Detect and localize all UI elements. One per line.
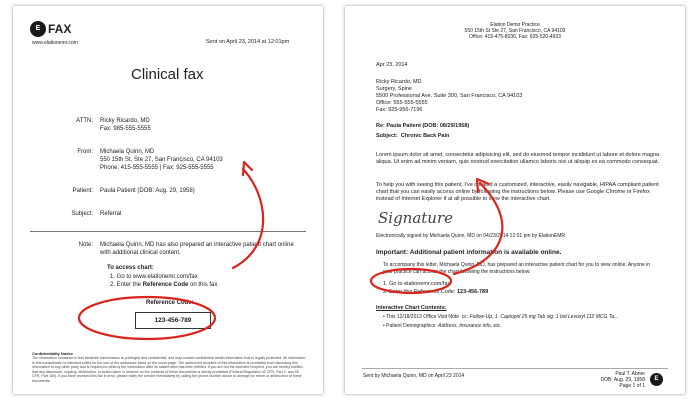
attn-name: Ricky Ricardo, MD [100,118,150,124]
chart-contents-item-1: • This 12/18/2013 Office Visit Note cc: Follow-Up, 1. Captopril 25 mg Tab sig: 1 bid Levoxyl 112 MCG Ta... [383,314,619,320]
chart-contents-heading: Interactive Chart Contents: [376,305,447,311]
recipient-fax: Fax: 925-956-7196 [376,107,423,113]
sent-timestamp: Sent on April 23, 2014 at 12:01pm [206,39,290,45]
access-step-2: 2. Enter the Reference Code on this fax [110,282,218,288]
confidentiality-title: Confidentiality Notice [32,351,74,356]
note-line-1: Michaela Quinn, MD has also prepared an interactive patient chart online [100,242,294,248]
from-address: 550 15th St, Ste 27, San Francisco, CA 94103 [100,157,223,163]
help-paragraph: To help you with seeing this patient, I've created a customized, interactive, easily navigable, HIPAA compliant patient chart that you can easily access online by following the instructions below. Please use Google Chrome or Firefox instead of Internet Explorer if at all possible to view the interactive chart. [376,182,659,202]
subject-value: Referral [100,211,122,217]
reference-code-box: 123-456-789 [135,312,211,329]
divider [30,231,306,232]
patient-value: Paula Patient (DOB: Aug. 29, 1958) [100,188,195,194]
lorem-paragraph: Lorem ipsum dolor sit amet, consectetur adipisicing elit, sed do eiusmod tempor incididunt ut labore et dolore magna aliqua. Ut enim ad minim veniam, quis nostrud exercitation ullamco laboris nisi ut aliquip ex ea commodo consequat. [376,152,660,165]
access-step-1: 1. Go to www.elationemr.com/fax [110,274,198,280]
confidentiality-text: The information contained in this facsimile transmission is privileged and confidential, and may contain confidential health information that is legally protected. All information in this transmission is intended solely for the use of the addressee listed on the cover page. The authorized recipient of this information is prohibited from disclosing this information to any other party and is required to destroy the information after its stated need has been fulfilled. If you are not the intended recipient, you are hereby notified that any disclosure, copying, distribution, or action taken in reliance on the contents of these documents is strictly prohibited (Federal Regulation 42 CFR, Part 2, and 45 CFR, Part 160). If you have received this fax in error, please notify the sender immediately by calling the phone number above to arrange for return or destruction of these documents. [32,356,306,383]
recipient-dept: Surgery, Spine [376,86,412,92]
fax-cover-page [13,6,323,394]
note-label: Note: [78,242,93,248]
fax-logo-text: FAX [48,22,72,36]
elation-logo-icon: E [30,21,46,37]
note-line-2: with additional clinical content. [100,250,181,256]
practice-name: Elation Demo Practice [490,22,540,28]
letter-date: Apr 23, 2014 [376,62,408,68]
practice-phone: Office: 415-475-8036, Fax: 925-520-4933 [469,34,561,40]
footer-divider [362,368,668,369]
referral-letter-page [345,6,685,394]
letter-step-2: 2. Enter this Reference Code: 123-456-789 [383,289,489,295]
from-name: Michaela Quinn, MD [100,149,155,155]
attn-fax: Fax: 985-555-5555 [100,126,151,132]
from-label: From: [77,149,93,155]
subject-label: Subject: [71,211,93,217]
recipient-name: Ricky Ricardo, MD [376,79,422,85]
letter-subject: Subject: Chronic Back Pain [376,133,450,139]
practice-address: 550 15th St Ste 27, San Francisco, CA 94103 [464,28,566,34]
chart-contents-item-2: • Patient Demographics Address, Insurance info, etc. [383,323,502,329]
patient-label: Patient: [72,188,93,194]
footer-logo-icon: E [650,373,663,386]
from-phone: Phone: 415-555-5555 | Fax: 925-555-5555 [100,165,214,171]
e-signed-line: Electronically signed by Michaela Quinn, MD on 04/23/2014 12:01 pm by ElationEMR [376,233,565,239]
footer-page: Page 1 of 1 [619,383,645,389]
important-heading: Important: Additional patient information is available online. [376,249,562,256]
reference-code-label: Reference Code: [146,300,194,306]
recipient-address: 5500 Professional Ave, Suite 300, San Francisco, CA 94103 [376,93,523,99]
footer-patient: Paul T. Abner [615,371,645,377]
re-line: Re: Paula Patient (DOB: 08/29/1958) [376,123,470,129]
accompany-paragraph: To accompany this letter, Michaela Quinn, MD, has prepared an interactive patient chart for you to view online. Anyone in your practice can access the chart following the instructions below: [383,262,651,275]
footer-sent: Sent by Michaela Quinn, MD on April 23 2014 [363,373,465,379]
logo-url: www.elationemr.com [32,40,78,46]
signature: Signature [378,209,454,227]
recipient-office: Office: 555-555-5555 [376,100,428,106]
attn-label: ATTN: [76,118,93,124]
footer-dob: DOB: Aug. 29, 1958 [600,377,645,383]
page-title: Clinical fax [131,66,204,83]
access-heading: To access chart: [107,265,154,271]
letter-step-1: 1. Go to elationemr.com/fax [383,281,451,287]
